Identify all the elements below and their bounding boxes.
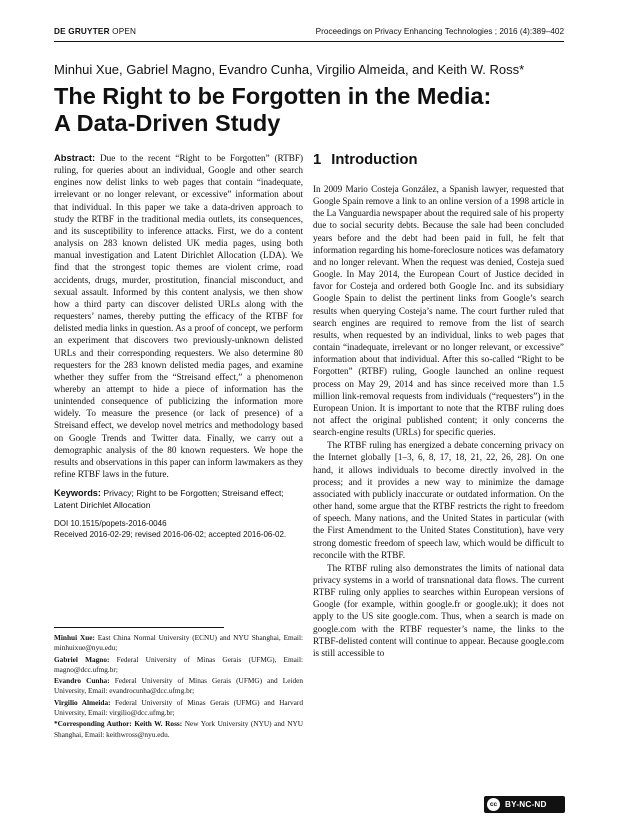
submission-dates: Received 2016-02-29; revised 2016-06-02; accepted 2016-06-02.	[54, 530, 287, 540]
affiliation-item	[54, 719, 303, 740]
paper-title	[54, 83, 574, 137]
affiliation-text: Federal University of Minas Gerais (UFMG) and Leiden University, Email: evandrocunha@dcc.ufmg.br;	[54, 676, 304, 696]
footnote-divider	[54, 627, 224, 628]
affiliation-text: Federal University of Minas Gerais (UFMG), Email: magno@dcc.ufmg.br;	[54, 654, 303, 674]
author-affiliations	[54, 633, 303, 741]
publisher-name-bold: DE GRUYTER	[54, 27, 110, 36]
affiliation-item	[54, 698, 303, 719]
keywords	[54, 488, 303, 511]
affiliation-item	[54, 655, 303, 676]
left-column	[54, 152, 303, 540]
journal-header: Proceedings on Privacy Enhancing Technologies ; 2016 (4):389–402	[315, 27, 564, 36]
affiliation-name: Minhui Xue:	[54, 633, 95, 642]
affiliation-text: Federal University of Minas Gerais (UFMG) and Harvard University, Email: virgilio@dcc.ufmg.br;	[54, 697, 304, 718]
affiliation-name: *Corresponding Author: Keith W. Ross:	[54, 719, 183, 729]
abstract-text: Due to the recent “Right to be Forgotten” (RTBF) ruling, for queries about an individual, Google and other search engines now delist links to web pages that contain “inadequate, irrelevant or no longer relevant, or excessive” information about that individual. In this paper we take a data-driven approach to study the RTBF in the traditional media outlets, its consequences, and its susceptibility to inference attacks. First, we do a content analysis on 283 known delisted UK media pages, using both manual investigation and Latent Dirichlet Allocation (LDA). We find that the strongest topic themes are violent crime, road accidents, drugs, murder, prostitution, financial misconduct, and sexual assault. Informed by this content analysis, we then show how a third party can discover delisted URLs along with the requesters’ names, thereby putting the efficacy of the RTBF for delisted media links in question. As a proof of concept, we perform an experiment that discovers two previously-unknown delisted URLs and their corresponding requesters. We also determine 80 requesters for the 283 known delisted media pages, and examine whether they suffer from the “Streisand effect,” a phenomenon whereby an attempt to hide a piece of information has the unintended consequence of publicizing the information more widely. To measure the presence (or lack of presence) of a Streisand effect, we develop novel metrics and methodology based on Google Trends and Twitter data. Finally, we carry out a demographic analysis of the 80 known requesters. We hope the results and observations in this paper can inform lawmakers as they refine RTBF laws in the future.	[54, 153, 304, 480]
section-title: Introduction	[331, 152, 418, 168]
intro-paragraph-1: In 2009 Mario Costeja González, a Spanish lawyer, requested that Google Spain remove a link to an online version of a 1998 article in the La Vanguardia newspaper about the required sale of his property due to social security debts. Because the sale had been concluded years before and the debt had been paid in full, he felt that information regarding his home-foreclosure notices was defamatory and no longer relevant. When the request was denied, Costeja sued Google. In May 2014, the European Court of Justice decided in favor for Costeja and ordered both Google Inc. and its subsidiary Google Spain to delist the pertinent links from Google’s search results when querying Costeja’s name. The court further ruled that search engines are required to remove from the list of search results, when requested by an individual, links to web pages that contain “inadequate, irrelevant or no longer relevant, or excessive” information about that individual. After this so-called “Right to be Forgotten” (RTBF) ruling, Google launched an online request process on May 29, 2014 and has since received more than 1.5 million link-removal requests from individuals (“requesters”) in the European Union. It is important to note that the RTBF ruling does not affect the original published content; it only concerns the search-engine results (URLs) for specific queries.	[313, 184, 564, 438]
license-text: BY-NC-ND	[505, 800, 547, 809]
author-list: Minhui Xue, Gabriel Magno, Evandro Cunha, Virgilio Almeida, and Keith W. Ross*	[54, 62, 525, 77]
header-divider	[54, 41, 564, 42]
intro-paragraph-3: The RTBF ruling also demonstrates the limits of national data privacy systems in a world of transnational data flows. The current RTBF ruling only applies to searches within European versions of Google (for example, within google.fr or google.uk); it does not apply to the US site google.com. Thus, when a search is made on google.com with the RTBF requester’s name, the links to the RTBF-delisted content will continue to appear. Because google.com is still accessible to	[313, 562, 564, 658]
doi: DOI 10.1515/popets-2016-0046	[54, 519, 167, 529]
abstract	[54, 152, 303, 480]
affiliation-item	[54, 676, 303, 697]
affiliation-name: Virgilio Almeida:	[54, 697, 111, 707]
publication-info	[54, 518, 303, 540]
affiliation-name: Evandro Cunha:	[54, 676, 110, 686]
affiliation-item	[54, 633, 303, 654]
section-number: 1	[313, 152, 322, 168]
publisher-header	[54, 27, 136, 36]
affiliation-text: New York University (NYU) and NYU Shanghai, Email: keithwross@nyu.edu.	[54, 719, 304, 739]
intro-paragraph-2: The RTBF ruling has energized a debate concerning privacy on the Internet globally [1–3, 6, 8, 17, 18, 21, 22, 26, 28]. On one hand, it allows individuals to become directly involved in the process; and it provides a new way to minimize the damage associated with publicly inaccurate or outdated information. On the other hand, some argue that the RTBF restricts the right to freedom of speech. Many nations, and the United States in particular (with the First Amendment to the United States Constitution), have very strong domestic freedom of speech law, which would be difficult to reconcile with the RTBF.	[313, 440, 564, 560]
title-line-2: A Data-Driven Study	[54, 110, 281, 136]
publisher-name-light: OPEN	[112, 27, 137, 36]
abstract-label: Abstract:	[54, 152, 96, 163]
keywords-text: Privacy; Right to be Forgotten; Streisand effect; Latent Dirichlet Allocation	[54, 488, 284, 510]
keywords-label: Keywords:	[54, 488, 101, 499]
right-column	[313, 152, 564, 659]
affiliation-text: East China Normal University (ECNU) and NYU Shanghai, Email: minhuixue@nyu.edu;	[54, 633, 304, 653]
license-badge[interactable]	[484, 796, 565, 813]
section-heading	[313, 152, 564, 168]
title-line-1: The Right to be Forgotten in the Media:	[54, 83, 492, 109]
affiliation-name: Gabriel Magno:	[54, 654, 110, 664]
creative-commons-icon: cc	[487, 798, 500, 811]
